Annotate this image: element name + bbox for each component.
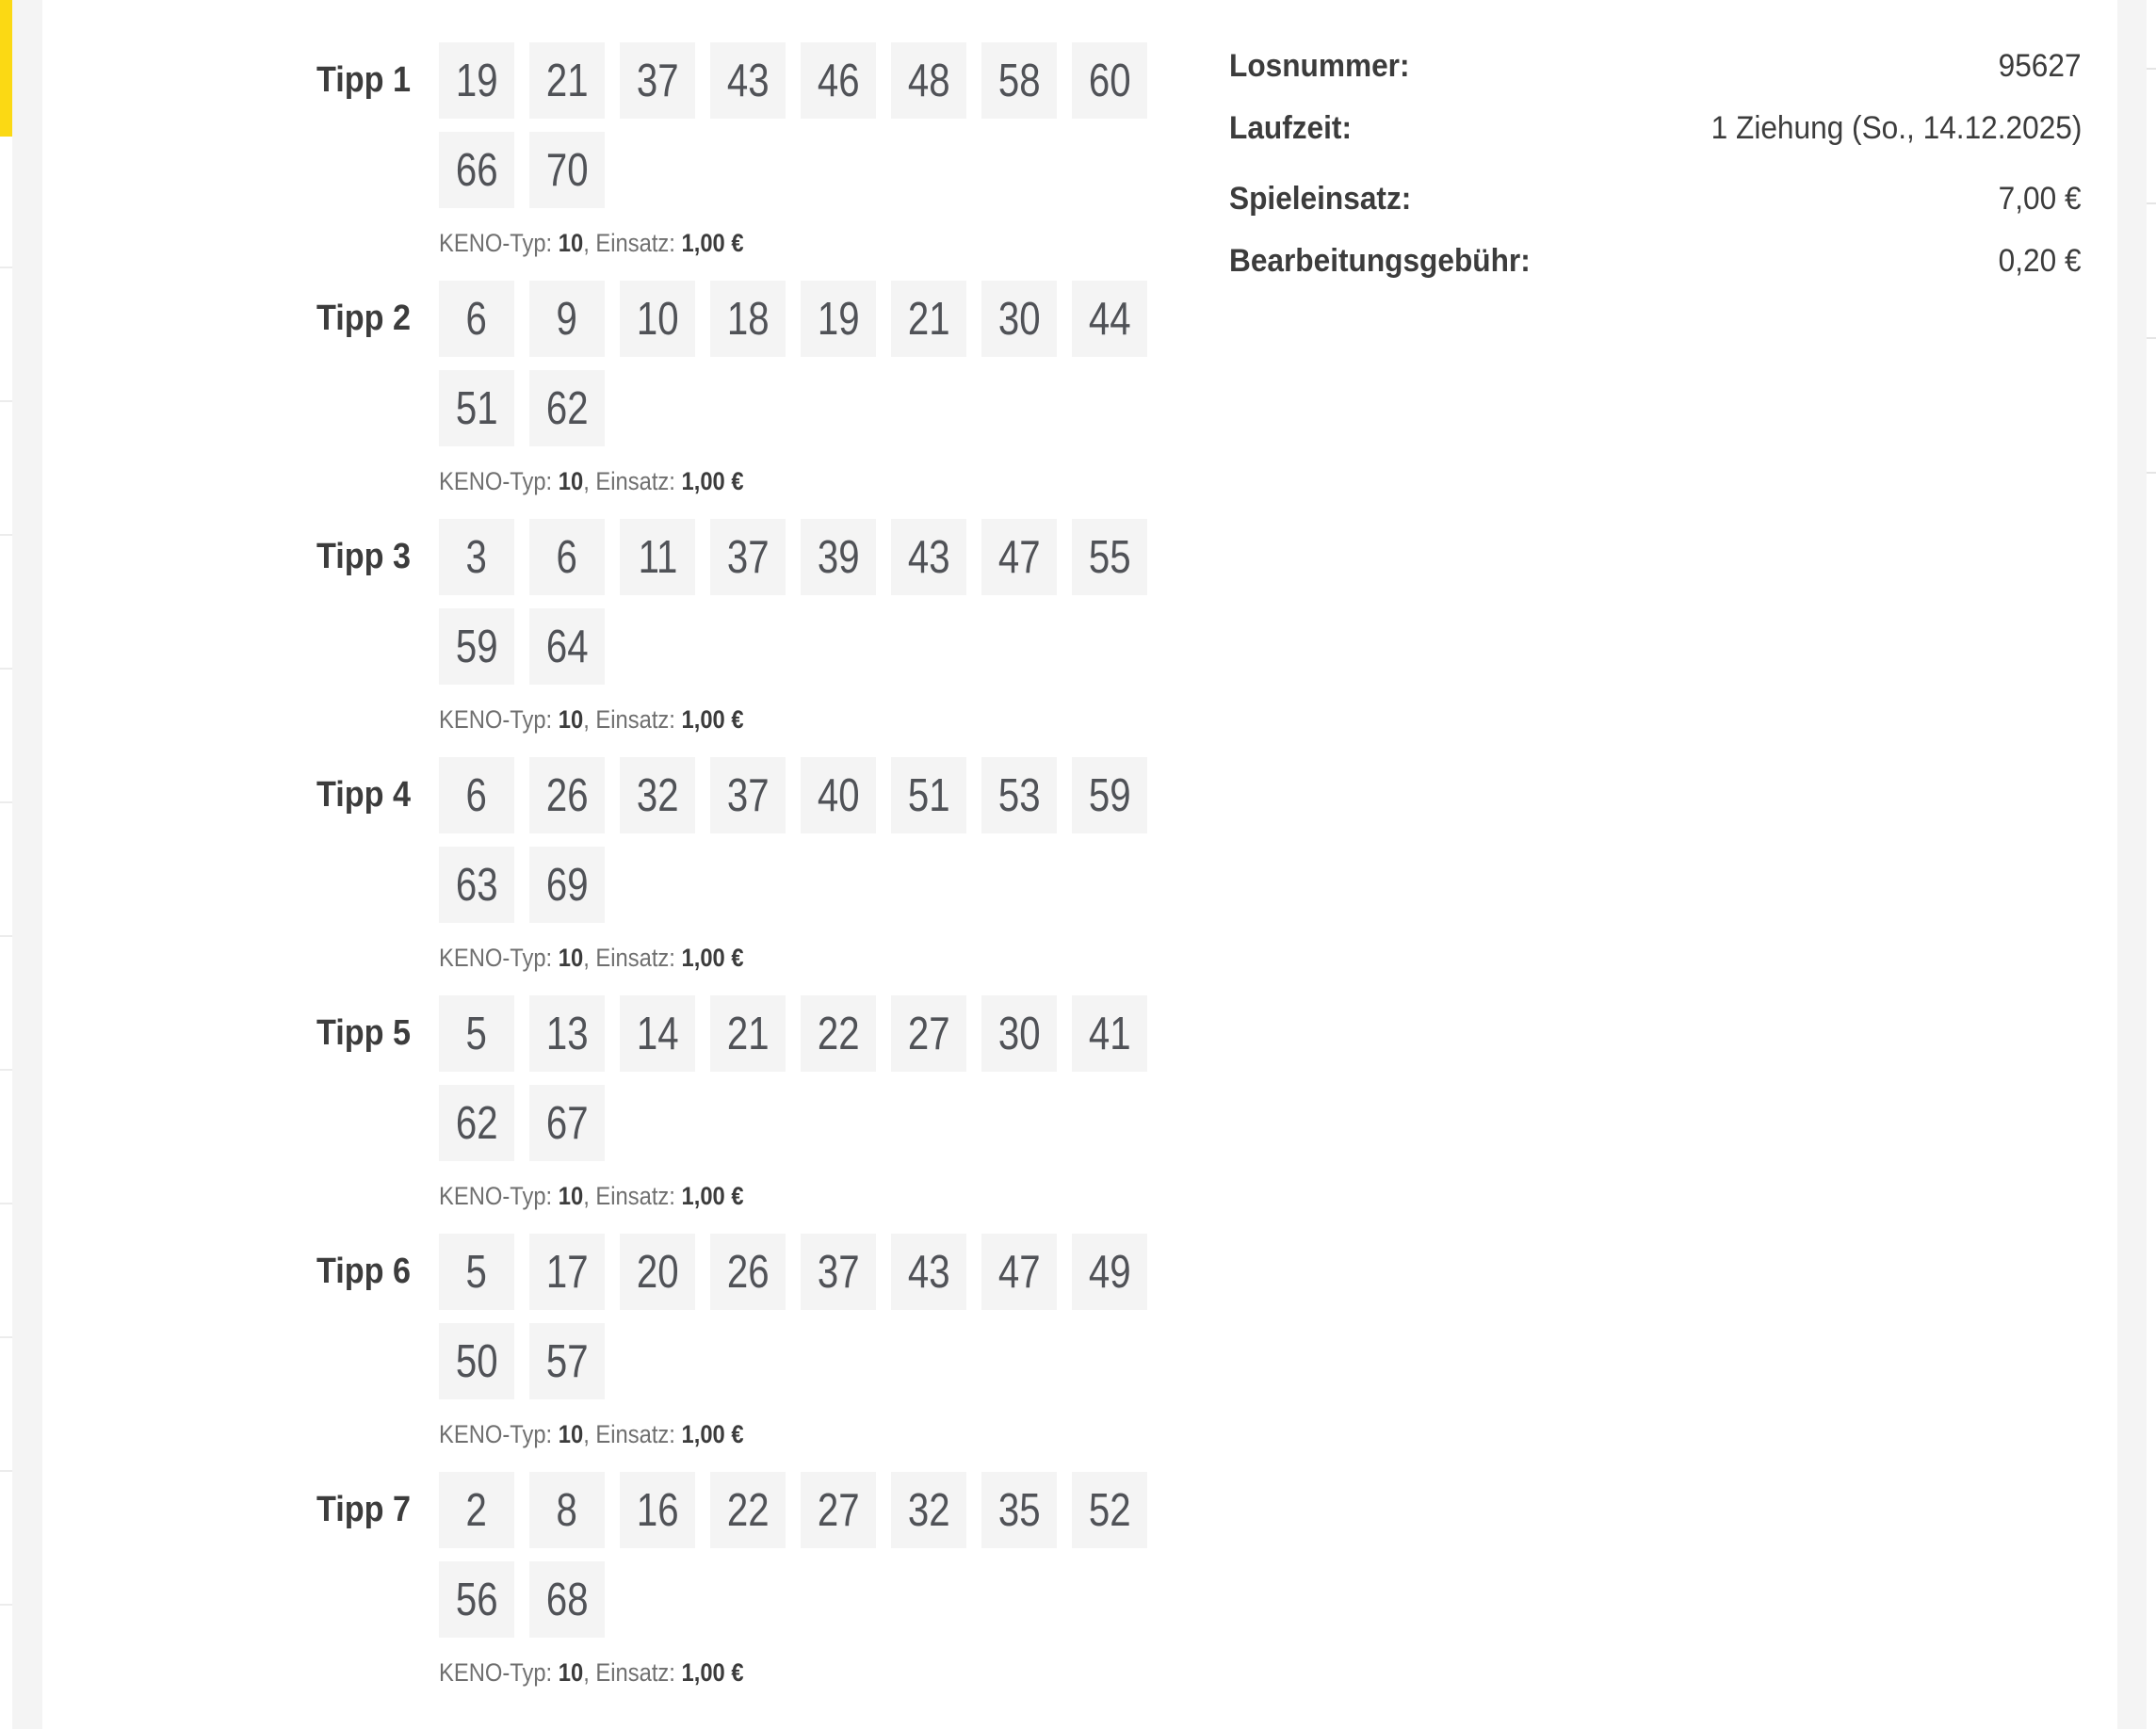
keno-number-tile <box>891 281 966 357</box>
adjacent-list-divider <box>0 668 12 670</box>
keno-number-tile <box>1072 281 1147 357</box>
keno-number-tile <box>1072 519 1147 595</box>
keno-number-tile <box>801 757 876 833</box>
tip-meta-text: KENO-Typ: 10, Einsatz: 1,00 € <box>439 1420 744 1448</box>
tip-body <box>439 995 1147 1211</box>
summary-label: Spieleinsatz: <box>1229 181 1412 217</box>
keno-number: 60 <box>1088 55 1131 106</box>
tip-body <box>439 519 1147 735</box>
keno-number: 2 <box>465 1484 488 1536</box>
summary-label: Losnummer: <box>1229 48 1410 84</box>
keno-number: 43 <box>907 1246 950 1298</box>
keno-number-tile <box>710 1234 786 1310</box>
keno-number: 64 <box>545 621 589 672</box>
tip-numbers-grid <box>439 1472 1147 1638</box>
keno-number: 30 <box>997 293 1041 345</box>
keno-number: 5 <box>465 1008 488 1059</box>
keno-number-tile <box>801 42 876 119</box>
keno-number-tile <box>891 519 966 595</box>
keno-number-tile <box>529 42 605 119</box>
keno-number-tile <box>529 1085 605 1161</box>
keno-number: 55 <box>1088 531 1131 583</box>
keno-number: 56 <box>455 1574 498 1625</box>
keno-number: 27 <box>817 1484 860 1536</box>
keno-tip <box>316 1234 1147 1449</box>
adjacent-list-divider <box>0 267 12 268</box>
keno-number-tile <box>891 757 966 833</box>
keno-number-tile <box>439 608 514 685</box>
keno-number: 22 <box>726 1484 770 1536</box>
keno-number: 58 <box>997 55 1041 106</box>
keno-number: 13 <box>545 1008 589 1059</box>
tip-label-text: Tipp 4 <box>316 775 412 815</box>
keno-number-tile <box>620 1234 695 1310</box>
summary-row <box>1229 44 2082 88</box>
adjacent-list-divider <box>0 1336 12 1338</box>
keno-number-tile <box>801 1234 876 1310</box>
tip-label-text: Tipp 2 <box>316 299 412 338</box>
keno-number-tile <box>439 519 514 595</box>
tip-meta-text: KENO-Typ: 10, Einsatz: 1,00 € <box>439 1182 744 1210</box>
keno-number: 37 <box>726 769 770 821</box>
keno-number-tile <box>620 995 695 1072</box>
keno-number: 21 <box>726 1008 770 1059</box>
keno-number-tile <box>801 281 876 357</box>
keno-number: 51 <box>907 769 950 821</box>
keno-number-tile <box>710 42 786 119</box>
adjacent-list-divider <box>0 935 12 937</box>
page-gutter-left <box>12 0 42 1729</box>
keno-number-tile <box>529 1234 605 1310</box>
keno-number-tile <box>710 281 786 357</box>
keno-number: 32 <box>636 769 679 821</box>
keno-tip <box>316 995 1147 1211</box>
keno-number: 18 <box>726 293 770 345</box>
keno-number-tile <box>529 995 605 1072</box>
summary-row <box>1229 239 2082 283</box>
keno-number-tile <box>439 1234 514 1310</box>
keno-number-tile <box>439 281 514 357</box>
keno-number: 53 <box>997 769 1041 821</box>
keno-number-tile <box>801 995 876 1072</box>
tip-label-text: Tipp 3 <box>316 537 412 576</box>
keno-number: 44 <box>1088 293 1131 345</box>
keno-number-tile <box>981 995 1057 1072</box>
keno-number: 11 <box>638 531 677 583</box>
keno-number: 6 <box>556 531 578 583</box>
keno-number: 68 <box>545 1574 589 1625</box>
keno-tip <box>316 757 1147 973</box>
tip-label-text: Tipp 1 <box>316 60 412 100</box>
keno-number-tile <box>981 1472 1057 1548</box>
keno-number-tile <box>529 370 605 446</box>
keno-number-tile <box>620 281 695 357</box>
tip-label <box>316 1472 439 1688</box>
keno-number: 47 <box>997 531 1041 583</box>
adjacent-list-divider <box>0 400 12 402</box>
keno-number: 8 <box>556 1484 578 1536</box>
keno-number: 70 <box>545 144 589 196</box>
tip-numbers-grid <box>439 42 1147 208</box>
summary-value: 0,20 € <box>1999 243 2082 279</box>
keno-number-tile <box>1072 757 1147 833</box>
tip-meta <box>439 228 1147 258</box>
tip-numbers-grid <box>439 281 1147 446</box>
keno-number-tile <box>620 519 695 595</box>
tip-meta-text: KENO-Typ: 10, Einsatz: 1,00 € <box>439 944 744 972</box>
summary-value: 95627 <box>1999 48 2082 84</box>
keno-number: 20 <box>636 1246 679 1298</box>
keno-number-tile <box>981 757 1057 833</box>
keno-number: 10 <box>636 293 679 345</box>
brand-accent-bar <box>0 0 12 137</box>
keno-tip <box>316 281 1147 496</box>
keno-number-tile <box>620 757 695 833</box>
keno-number-tile <box>439 370 514 446</box>
keno-number: 62 <box>545 382 589 434</box>
keno-number-tile <box>710 519 786 595</box>
tip-body <box>439 1234 1147 1449</box>
keno-number-tile <box>439 42 514 119</box>
keno-number-tile <box>710 995 786 1072</box>
adjacent-list-divider <box>0 801 12 803</box>
adjacent-card-divider <box>2147 337 2156 339</box>
keno-number: 48 <box>907 55 950 106</box>
keno-number-tile <box>620 42 695 119</box>
summary-label: Laufzeit: <box>1229 110 1352 146</box>
keno-number: 57 <box>545 1335 589 1387</box>
keno-number-tile <box>439 132 514 208</box>
keno-number-tile <box>1072 995 1147 1072</box>
summary-value: 1 Ziehung (So., 14.12.2025) <box>1710 110 2082 146</box>
keno-number-tile <box>529 757 605 833</box>
tip-meta <box>439 704 1147 735</box>
keno-number: 26 <box>726 1246 770 1298</box>
adjacent-list-divider <box>0 1203 12 1204</box>
keno-number-tile <box>981 281 1057 357</box>
keno-number: 16 <box>636 1484 679 1536</box>
tip-meta <box>439 1657 1147 1688</box>
adjacent-card-divider <box>2147 68 2156 70</box>
keno-number: 59 <box>455 621 498 672</box>
tip-meta <box>439 1419 1147 1449</box>
keno-number: 5 <box>465 1246 488 1298</box>
tip-body <box>439 757 1147 973</box>
keno-number-tile <box>529 1561 605 1638</box>
keno-number: 46 <box>817 55 860 106</box>
keno-tips-list <box>316 42 1147 1710</box>
tip-label <box>316 995 439 1211</box>
keno-number: 35 <box>997 1484 1041 1536</box>
keno-number: 17 <box>545 1246 589 1298</box>
keno-number: 50 <box>455 1335 498 1387</box>
keno-number: 19 <box>455 55 498 106</box>
keno-number-tile <box>710 757 786 833</box>
tip-body <box>439 1472 1147 1688</box>
keno-number: 43 <box>907 531 950 583</box>
summary-row <box>1229 177 2082 220</box>
keno-tip <box>316 42 1147 258</box>
keno-number: 19 <box>817 293 860 345</box>
tip-numbers-grid <box>439 519 1147 685</box>
keno-number-tile <box>891 42 966 119</box>
keno-number: 27 <box>907 1008 950 1059</box>
keno-number-tile <box>981 519 1057 595</box>
tip-body <box>439 281 1147 496</box>
keno-number-tile <box>801 519 876 595</box>
tip-numbers-grid <box>439 757 1147 923</box>
keno-number: 67 <box>545 1097 589 1149</box>
tip-label <box>316 281 439 496</box>
keno-number: 52 <box>1088 1484 1131 1536</box>
tip-meta <box>439 466 1147 496</box>
keno-number-tile <box>439 1561 514 1638</box>
keno-number-tile <box>439 1323 514 1399</box>
keno-number: 9 <box>556 293 578 345</box>
keno-number: 59 <box>1088 769 1131 821</box>
adjacent-list-divider <box>0 1069 12 1071</box>
tip-label-text: Tipp 6 <box>316 1252 412 1291</box>
keno-number: 32 <box>907 1484 950 1536</box>
keno-number: 37 <box>726 531 770 583</box>
keno-number-tile <box>529 132 605 208</box>
keno-number: 39 <box>817 531 860 583</box>
keno-number: 43 <box>726 55 770 106</box>
keno-number: 6 <box>465 293 488 345</box>
keno-number-tile <box>620 1472 695 1548</box>
tip-label <box>316 1234 439 1449</box>
keno-number-tile <box>1072 1472 1147 1548</box>
tip-meta <box>439 1181 1147 1211</box>
tip-meta-text: KENO-Typ: 10, Einsatz: 1,00 € <box>439 467 744 495</box>
keno-number: 22 <box>817 1008 860 1059</box>
keno-number: 40 <box>817 769 860 821</box>
keno-number: 21 <box>545 55 589 106</box>
keno-number: 26 <box>545 769 589 821</box>
adjacent-list-divider <box>0 1604 12 1606</box>
keno-number: 30 <box>997 1008 1041 1059</box>
keno-number-tile <box>529 519 605 595</box>
keno-number-tile <box>891 995 966 1072</box>
keno-number: 37 <box>636 55 679 106</box>
tip-label <box>316 519 439 735</box>
keno-number: 41 <box>1088 1008 1131 1059</box>
keno-number-tile <box>710 1472 786 1548</box>
keno-number-tile <box>891 1472 966 1548</box>
summary-value: 7,00 € <box>1999 181 2082 217</box>
keno-number: 6 <box>465 769 488 821</box>
ticket-summary-panel <box>1229 44 2082 301</box>
keno-number: 62 <box>455 1097 498 1149</box>
keno-number-tile <box>529 847 605 923</box>
keno-number: 21 <box>907 293 950 345</box>
keno-number-tile <box>981 42 1057 119</box>
keno-number: 49 <box>1088 1246 1131 1298</box>
keno-number: 47 <box>997 1246 1041 1298</box>
keno-tip <box>316 519 1147 735</box>
keno-number-tile <box>981 1234 1057 1310</box>
adjacent-panel-left-sliver <box>0 0 12 1729</box>
tip-numbers-grid <box>439 995 1147 1161</box>
adjacent-list-divider <box>0 1470 12 1472</box>
keno-number-tile <box>529 608 605 685</box>
adjacent-panel-right-sliver <box>2147 0 2156 1729</box>
page-gutter-right <box>2117 0 2147 1729</box>
tip-meta-text: KENO-Typ: 10, Einsatz: 1,00 € <box>439 705 744 734</box>
keno-number-tile <box>439 995 514 1072</box>
keno-number: 69 <box>545 859 589 911</box>
keno-number-tile <box>1072 42 1147 119</box>
keno-number-tile <box>891 1234 966 1310</box>
tip-label <box>316 42 439 258</box>
keno-number-tile <box>439 847 514 923</box>
keno-number-tile <box>529 1323 605 1399</box>
tip-label-text: Tipp 5 <box>316 1013 412 1053</box>
adjacent-card-divider <box>2147 472 2156 474</box>
keno-number: 66 <box>455 144 498 196</box>
adjacent-list-divider <box>0 534 12 536</box>
keno-tip <box>316 1472 1147 1688</box>
tip-meta-text: KENO-Typ: 10, Einsatz: 1,00 € <box>439 1658 744 1687</box>
keno-number-tile <box>529 1472 605 1548</box>
tip-meta-text: KENO-Typ: 10, Einsatz: 1,00 € <box>439 229 744 257</box>
keno-number: 14 <box>636 1008 679 1059</box>
tip-meta <box>439 943 1147 973</box>
keno-number-tile <box>439 757 514 833</box>
keno-number-tile <box>439 1472 514 1548</box>
summary-row <box>1229 106 2082 150</box>
keno-number: 3 <box>465 531 488 583</box>
tip-label-text: Tipp 7 <box>316 1490 412 1529</box>
keno-number-tile <box>1072 1234 1147 1310</box>
tip-numbers-grid <box>439 1234 1147 1399</box>
keno-number: 51 <box>455 382 498 434</box>
keno-number-tile <box>439 1085 514 1161</box>
tip-body <box>439 42 1147 258</box>
keno-number-tile <box>801 1472 876 1548</box>
keno-number: 37 <box>817 1246 860 1298</box>
summary-label: Bearbeitungsgebühr: <box>1229 243 1531 279</box>
keno-number: 63 <box>455 859 498 911</box>
adjacent-card-divider <box>2147 202 2156 204</box>
keno-number-tile <box>529 281 605 357</box>
tip-label <box>316 757 439 973</box>
